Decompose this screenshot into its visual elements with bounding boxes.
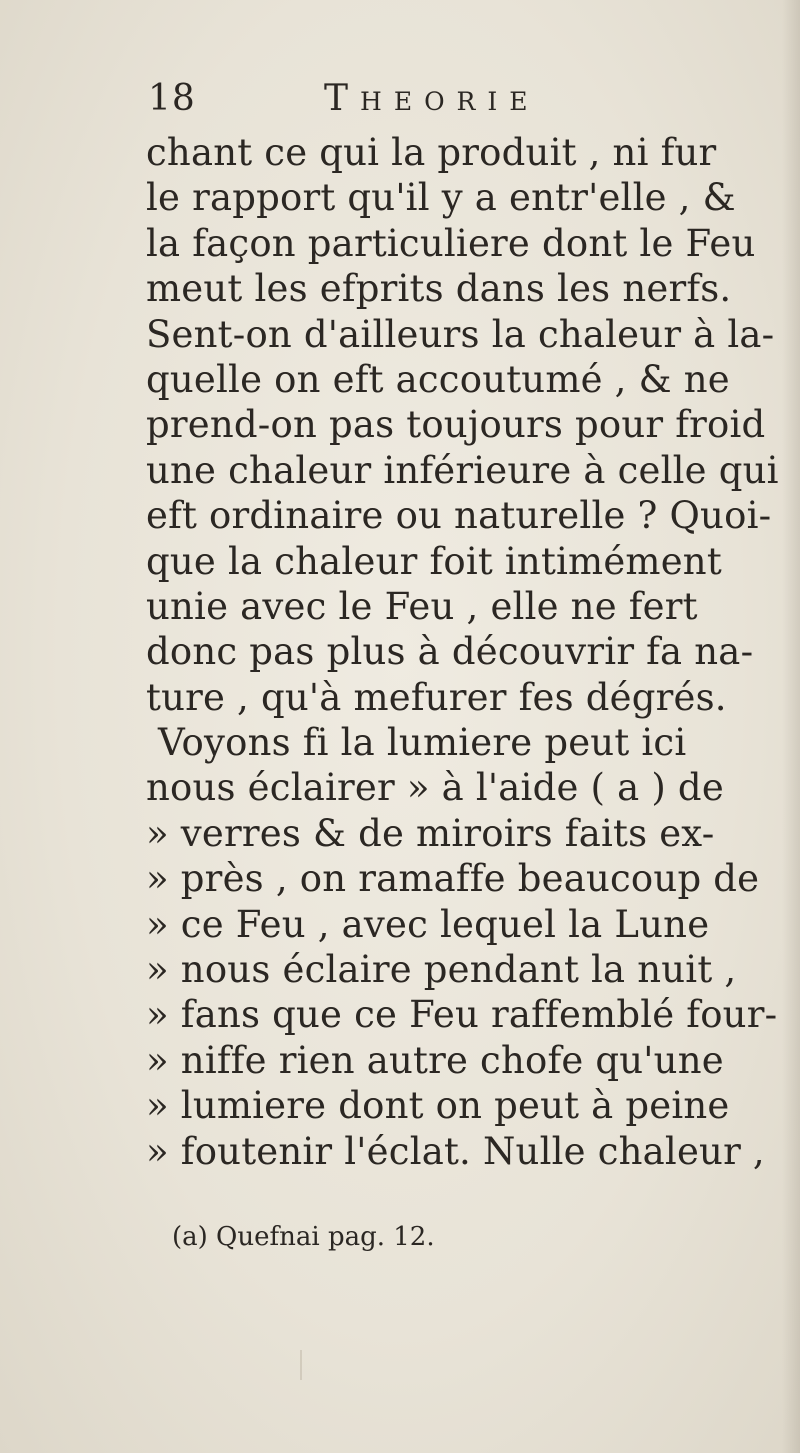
text-line: unie avec le Feu , elle ne fert xyxy=(146,584,698,628)
text-line: donc pas plus à découvrir fa na- xyxy=(146,630,754,674)
text-line: quelle on eft accoutumé , & ne xyxy=(146,357,730,401)
page-number: 18 xyxy=(148,78,196,119)
text-line: meut les efprits dans les nerfs. xyxy=(146,267,732,311)
footnote: (a) Quefnai pag. 12. xyxy=(172,1222,435,1252)
text-line: la façon particuliere dont le Feu xyxy=(146,221,756,265)
text-line: » près , on ramaffe beaucoup de xyxy=(146,857,760,901)
text-line: eft ordinaire ou naturelle ? Quoi- xyxy=(146,494,772,538)
text-line: » fans que ce Feu raffemblé four- xyxy=(146,993,778,1037)
text-line: » ce Feu , avec lequel la Lune xyxy=(146,902,710,946)
paper-mark xyxy=(300,1350,302,1380)
text-line: chant ce qui la produit , ni fur xyxy=(146,131,717,174)
text-line: le rapport qu'il y a entr'elle , & xyxy=(146,176,736,220)
text-line: » nous éclaire pendant la nuit , xyxy=(146,948,737,992)
text-line: » lumiere dont on peut à peine xyxy=(146,1084,730,1128)
text-line: une chaleur inférieure à celle qui xyxy=(146,448,779,492)
text-line: que la chaleur foit intimément xyxy=(146,539,722,583)
text-line: » foutenir l'éclat. Nulle chaleur , xyxy=(146,1129,765,1173)
body-text xyxy=(146,130,786,1174)
page-header xyxy=(148,78,648,126)
running-title: Theorie xyxy=(324,78,540,119)
text-line: nous éclairer » à l'aide ( a ) de xyxy=(146,766,724,810)
text-line: » verres & de miroirs faits ex- xyxy=(146,811,715,855)
text-line: Voyons fi la lumiere peut ici xyxy=(158,721,687,765)
text-line: Sent-on d'ailleurs la chaleur à la- xyxy=(146,312,775,356)
text-line: prend-on pas toujours pour froid xyxy=(146,403,766,447)
text-line: ture , qu'à mefurer fes dégrés. xyxy=(146,675,727,719)
text-line: » niffe rien autre chofe qu'une xyxy=(146,1038,724,1082)
